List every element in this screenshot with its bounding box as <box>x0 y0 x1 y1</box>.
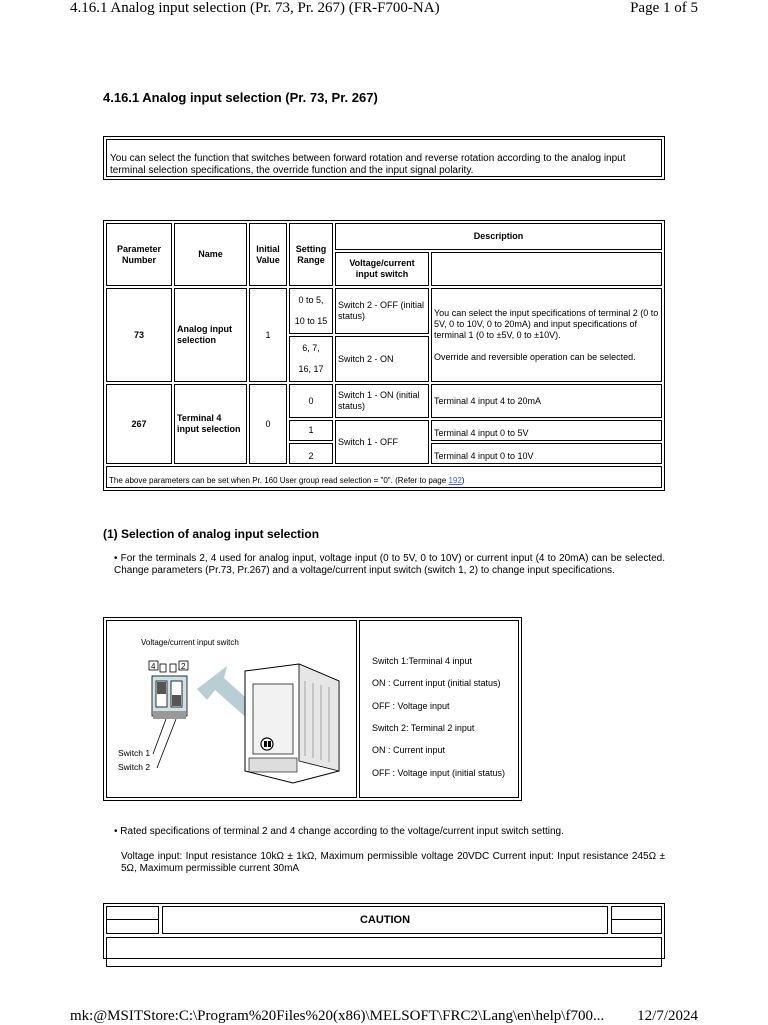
note-3: OFF : Voltage input <box>372 701 450 711</box>
range-267-1: 1 <box>289 420 333 441</box>
switch-73-a: Switch 2 - OFF (initial status) <box>335 288 429 334</box>
subsection-title: (1) Selection of analog input selection <box>103 527 320 541</box>
range-73-b <box>289 336 333 382</box>
range-73-b-line2: 16, 17 <box>298 364 324 374</box>
bullet-text: Rated specifications of terminal 2 and 4 change according to the voltage/current input switch setting. <box>120 826 564 837</box>
header-empty <box>431 252 662 286</box>
initial-267: 0 <box>249 384 287 464</box>
section-title: 4.16.1 Analog input selection (Pr. 73, Pr. 267) <box>103 90 378 105</box>
desc-73-line1: You can select the input specifications of terminal 2 (0 to 5V, 0 to 10V, 0 to 20mA) and input specifications of terminal 1 (0 to ±5V, 0 to ±10V). <box>434 307 659 340</box>
caution-body <box>106 937 662 967</box>
inverter-body <box>245 664 339 783</box>
caution-left-cell <box>106 906 159 934</box>
header-initial-value: Initial Value <box>249 223 287 286</box>
range-73-a-line2: 10 to 15 <box>294 316 328 326</box>
num4-label: 4 <box>151 662 156 671</box>
bullet-symbol: • <box>114 553 118 564</box>
switch1-label: Switch 1 <box>118 748 151 758</box>
switch-diagram <box>103 617 522 801</box>
desc-267-2: Terminal 4 input 0 to 10V <box>431 443 662 464</box>
footer-url: mk:@MSITStore:C:\Program%20Files%20(x86)\MELSOFT\FRC2\Lang\en\help\f700... <box>70 1008 605 1024</box>
page-192-link[interactable]: 192 <box>448 476 462 485</box>
table-note-prefix: The above parameters can be set when Pr. 160 User group read selection = "0". (Refer to page <box>109 476 449 485</box>
parameter-table <box>103 220 665 491</box>
param-267: 267 <box>106 384 172 464</box>
header-name: Name <box>174 223 247 286</box>
range-267-2: 2 <box>289 443 333 464</box>
switch-block <box>152 676 187 719</box>
note-6: OFF : Voltage input (initial status) <box>372 768 506 778</box>
header-setting-range: Setting Range <box>289 223 333 286</box>
callout-label: Voltage/current input switch <box>141 638 239 647</box>
intro-text: You can select the function that switches between forward rotation and reverse rotation according to the analog input terminal selection specifications, the override function and the input signal polarity. <box>106 139 662 177</box>
name-267: Terminal 4 input selection <box>174 384 247 464</box>
note-4: Switch 2: Terminal 2 input <box>372 723 475 733</box>
caution-right-cell <box>611 906 662 934</box>
switch-73-b: Switch 2 - ON <box>335 336 429 382</box>
footer-date: 12/7/2024 <box>637 1008 698 1024</box>
bullet-symbol: • <box>114 826 118 837</box>
desc-267-1: Terminal 4 input 0 to 5V <box>431 420 662 441</box>
caution-label: CAUTION <box>359 914 411 926</box>
range-73-a-line1: 0 to 5, <box>298 295 324 305</box>
table-note-suffix: ) <box>461 476 465 485</box>
switch-267-off: Switch 1 - OFF <box>335 420 429 464</box>
range-73-b-line1: 6, 7, <box>302 343 320 353</box>
range-73-a <box>289 288 333 334</box>
header-param-number: Parameter Number <box>106 223 172 286</box>
note-5: ON : Current input <box>372 745 446 755</box>
name-73: Analog input selection <box>174 288 247 382</box>
switch-notes-cell <box>359 620 519 798</box>
bullet-input-specs <box>114 553 665 577</box>
caution-box <box>103 903 665 959</box>
desc-73-line2: Override and reversible operation can be selected. <box>434 351 636 362</box>
note-1: Switch 1:Terminal 4 input <box>372 656 473 666</box>
range-267-0: 0 <box>289 384 333 418</box>
inverter-switch-illustration <box>107 621 356 797</box>
bullet-text: For the terminals 2, 4 used for analog input, voltage input (0 to 5V, 0 to 10V) or current input (4 to 20mA) can be selected. Change parameters (Pr.73, Pr.267) and a voltage/current input switch (switch 1, 2) to change input specifications. <box>114 553 665 576</box>
desc-267-0: Terminal 4 input 4 to 20mA <box>431 384 662 418</box>
table-note <box>106 466 662 488</box>
switch-267-on: Switch 1 - ON (initial status) <box>335 384 429 418</box>
diagram-image-cell <box>106 620 357 798</box>
initial-73: 1 <box>249 288 287 382</box>
header-switch: Voltage/current input switch <box>335 252 429 286</box>
header-description: Description <box>335 223 662 250</box>
intro-box <box>103 136 665 180</box>
page-number: Page 1 of 5 <box>630 0 698 16</box>
param-73: 73 <box>106 288 172 382</box>
header-title: 4.16.1 Analog input selection (Pr. 73, Pr. 267) (FR-F700-NA) <box>70 0 440 16</box>
desc-73 <box>431 288 662 382</box>
num2-label: 2 <box>181 662 186 671</box>
caution-title <box>162 906 608 934</box>
rated-specifications: Voltage input: Input resistance 10kΩ ± 1kΩ, Maximum permissible voltage 20VDC Current input: Input resistance 245Ω ± 5Ω, Maximum permissible current 30mA <box>121 851 665 874</box>
note-2: ON : Current input (initial status) <box>372 678 501 688</box>
switch2-label: Switch 2 <box>118 762 151 772</box>
bullet-rated-specs <box>114 826 665 838</box>
